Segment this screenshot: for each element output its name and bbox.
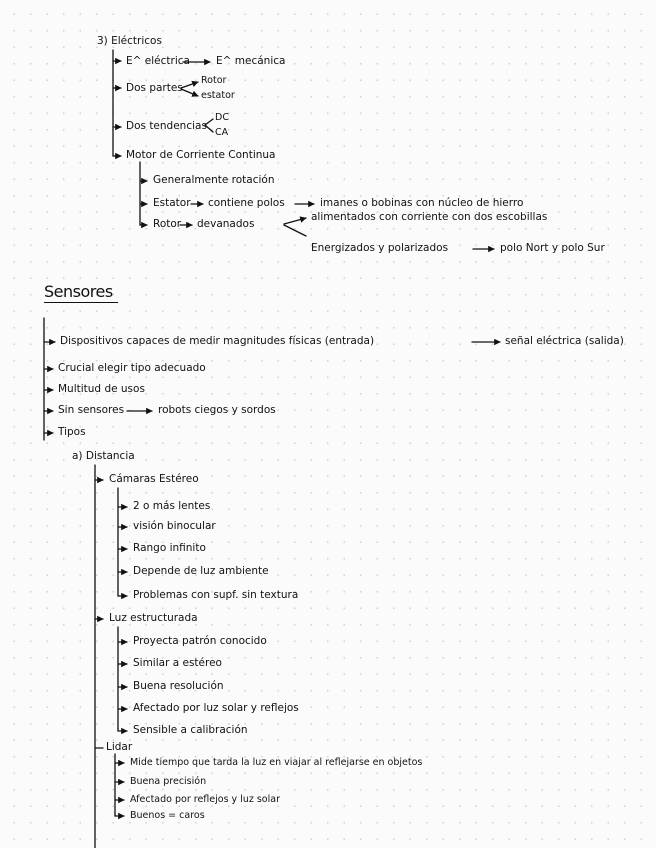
note-generalmente: Generalmente rotación [153,174,275,186]
luz-item: Similar a estéreo [133,657,222,669]
note-motor: Motor de Corriente Continua [126,149,276,161]
note-alimentados: alimentados con corriente con dos escobillas [311,211,548,223]
heading-electricos: 3) Eléctricos [97,35,162,47]
note-luz: Luz estructurada [109,612,198,624]
camaras-item: 2 o más lentes [133,500,211,512]
note-multitud: Multitud de usos [58,383,145,395]
note-senal: señal eléctrica (salida) [505,335,624,347]
camaras-item: Depende de luz ambiente [133,565,269,577]
note-e-electrica: E^ eléctrica [126,55,190,67]
lidar-item: Buena precisión [130,776,207,787]
note-estator-part: estator [201,90,235,101]
lidar-item: Buenos = caros [130,810,205,821]
note-rotor: Rotor [153,218,182,230]
note-dc: DC [215,112,229,123]
camaras-item: Rango infinito [133,542,206,554]
note-estator: Estator [153,197,191,209]
luz-item: Sensible a calibración [133,724,248,736]
note-dispositivos: Dispositivos capaces de medir magnitudes físicas (entrada) [60,335,375,347]
luz-item: Buena resolución [133,680,224,692]
note-contiene-polos: contiene polos [208,197,285,209]
note-energizados: Energizados y polarizados [311,242,449,254]
note-polo: polo Nort y polo Sur [500,242,605,254]
note-robots: robots ciegos y sordos [158,404,276,416]
note-sin-sensores: Sin sensores [58,404,125,416]
note-ca: CA [215,127,229,138]
note-camaras: Cámaras Estéreo [109,473,199,485]
title-sensores: Sensores [44,282,113,301]
camaras-item: visión binocular [133,520,216,532]
note-rotor-part: Rotor [201,75,227,86]
note-lidar: Lidar [106,741,133,753]
lidar-item: Afectado por reflejos y luz solar [130,794,280,805]
note-e-mecanica: E^ mecánica [216,55,286,67]
note-tipos: Tipos [58,426,86,438]
lidar-item: Mide tiempo que tarda la luz en viajar al reflejarse en objetos [130,757,423,768]
title-underline [44,302,118,303]
camaras-item: Problemas con supf. sin textura [133,589,299,601]
luz-item: Proyecta patrón conocido [133,635,267,647]
note-crucial: Crucial elegir tipo adecuado [58,362,206,374]
note-imanes: imanes o bobinas con núcleo de hierro [320,197,524,209]
note-dos-tendencias: Dos tendencias [126,120,207,132]
note-dos-partes: Dos partes [126,82,183,94]
note-devanados: devanados [197,218,255,230]
luz-item: Afectado por luz solar y reflejos [133,702,299,714]
heading-distancia: a) Distancia [72,450,135,462]
